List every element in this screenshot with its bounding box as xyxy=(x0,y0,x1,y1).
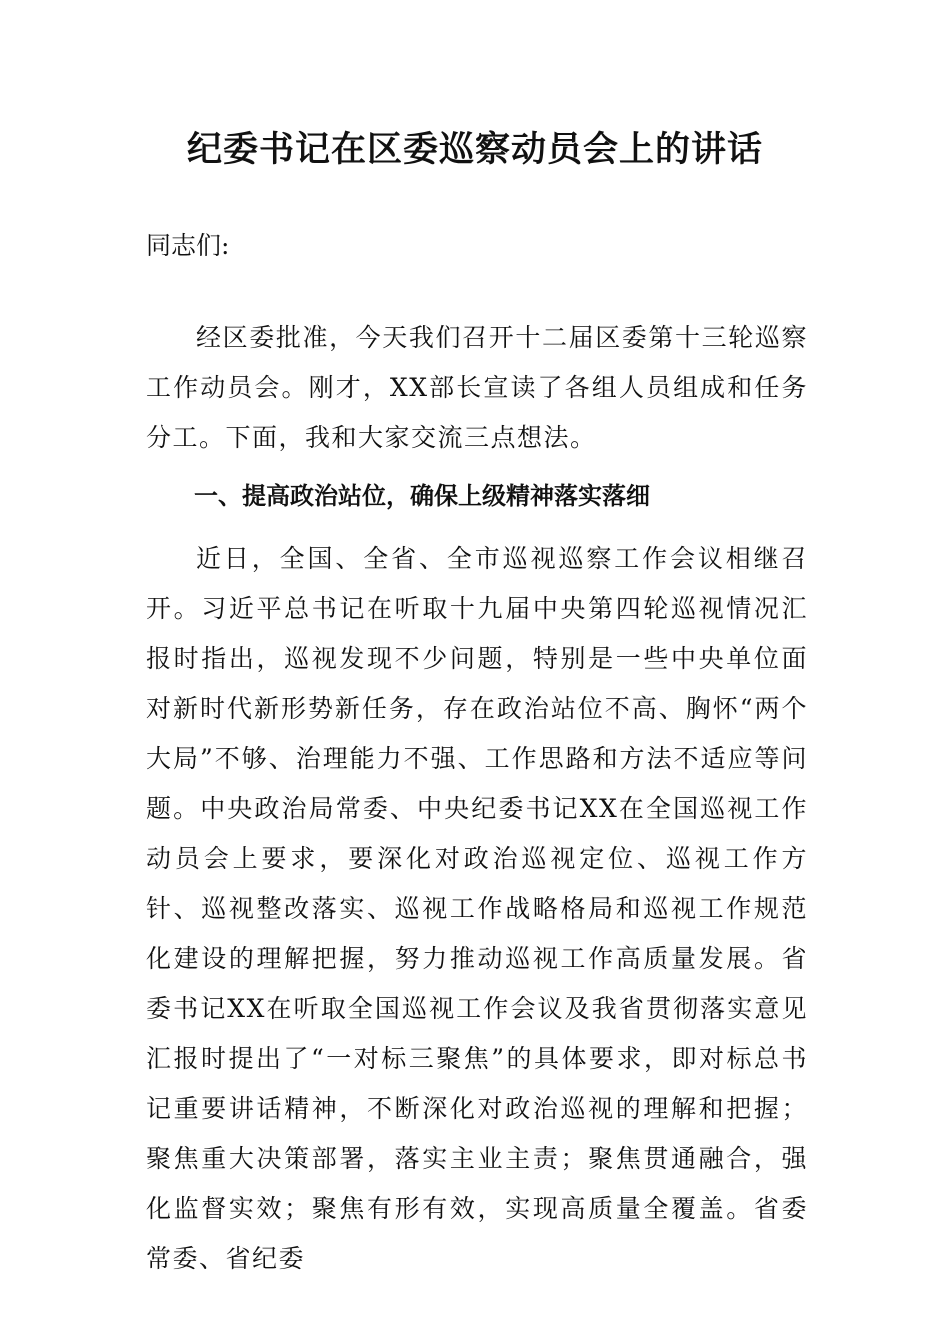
intro-paragraph: 经区委批准，今天我们召开十二届区委第十三轮巡察工作动员会。刚才，XX部长宣读了各组人员组成和任务分工。下面，我和大家交流三点想法。 xyxy=(146,323,808,452)
salutation: 同志们: xyxy=(146,231,230,260)
page-title: 纪委书记在区委巡察动员会上的讲话 xyxy=(186,130,763,170)
section-paragraph: 近日，全国、全省、全市巡视巡察工作会议相继召开。习近平总书记在听取十九届中央第四轮巡视情况汇报时指出，巡视发现不少问题，特别是一些中央单位面对新时代新形势新任务，存在政治站位不高、胸怀“两个大局”不够、治理能力不强、工作思路和方法不适应等问题。中央政治局常委、中央纪委书记XX在全国巡视工作动员会上要求，要深化对政治巡视定位、巡视工作方针、巡视整改落实、巡视工作战略格局和巡视工作规范化建设的理解把握，努力推动巡视工作高质量发展。省委书记XX在听取全国巡视工作会议及我省贯彻落实意见汇报时提出了“一对标三聚焦”的具体要求，即对标总书记重要讲话精神，不断深化对政治巡视的理解和把握；聚焦重大决策部署，落实主业主责；聚焦贯通融合，强化监督实效；聚焦有形有效，实现高质量全覆盖。省委常委、省纪委 xyxy=(146,544,808,1273)
section-heading: 一、提高政治站位，确保上级精神落实落细 xyxy=(194,482,650,510)
